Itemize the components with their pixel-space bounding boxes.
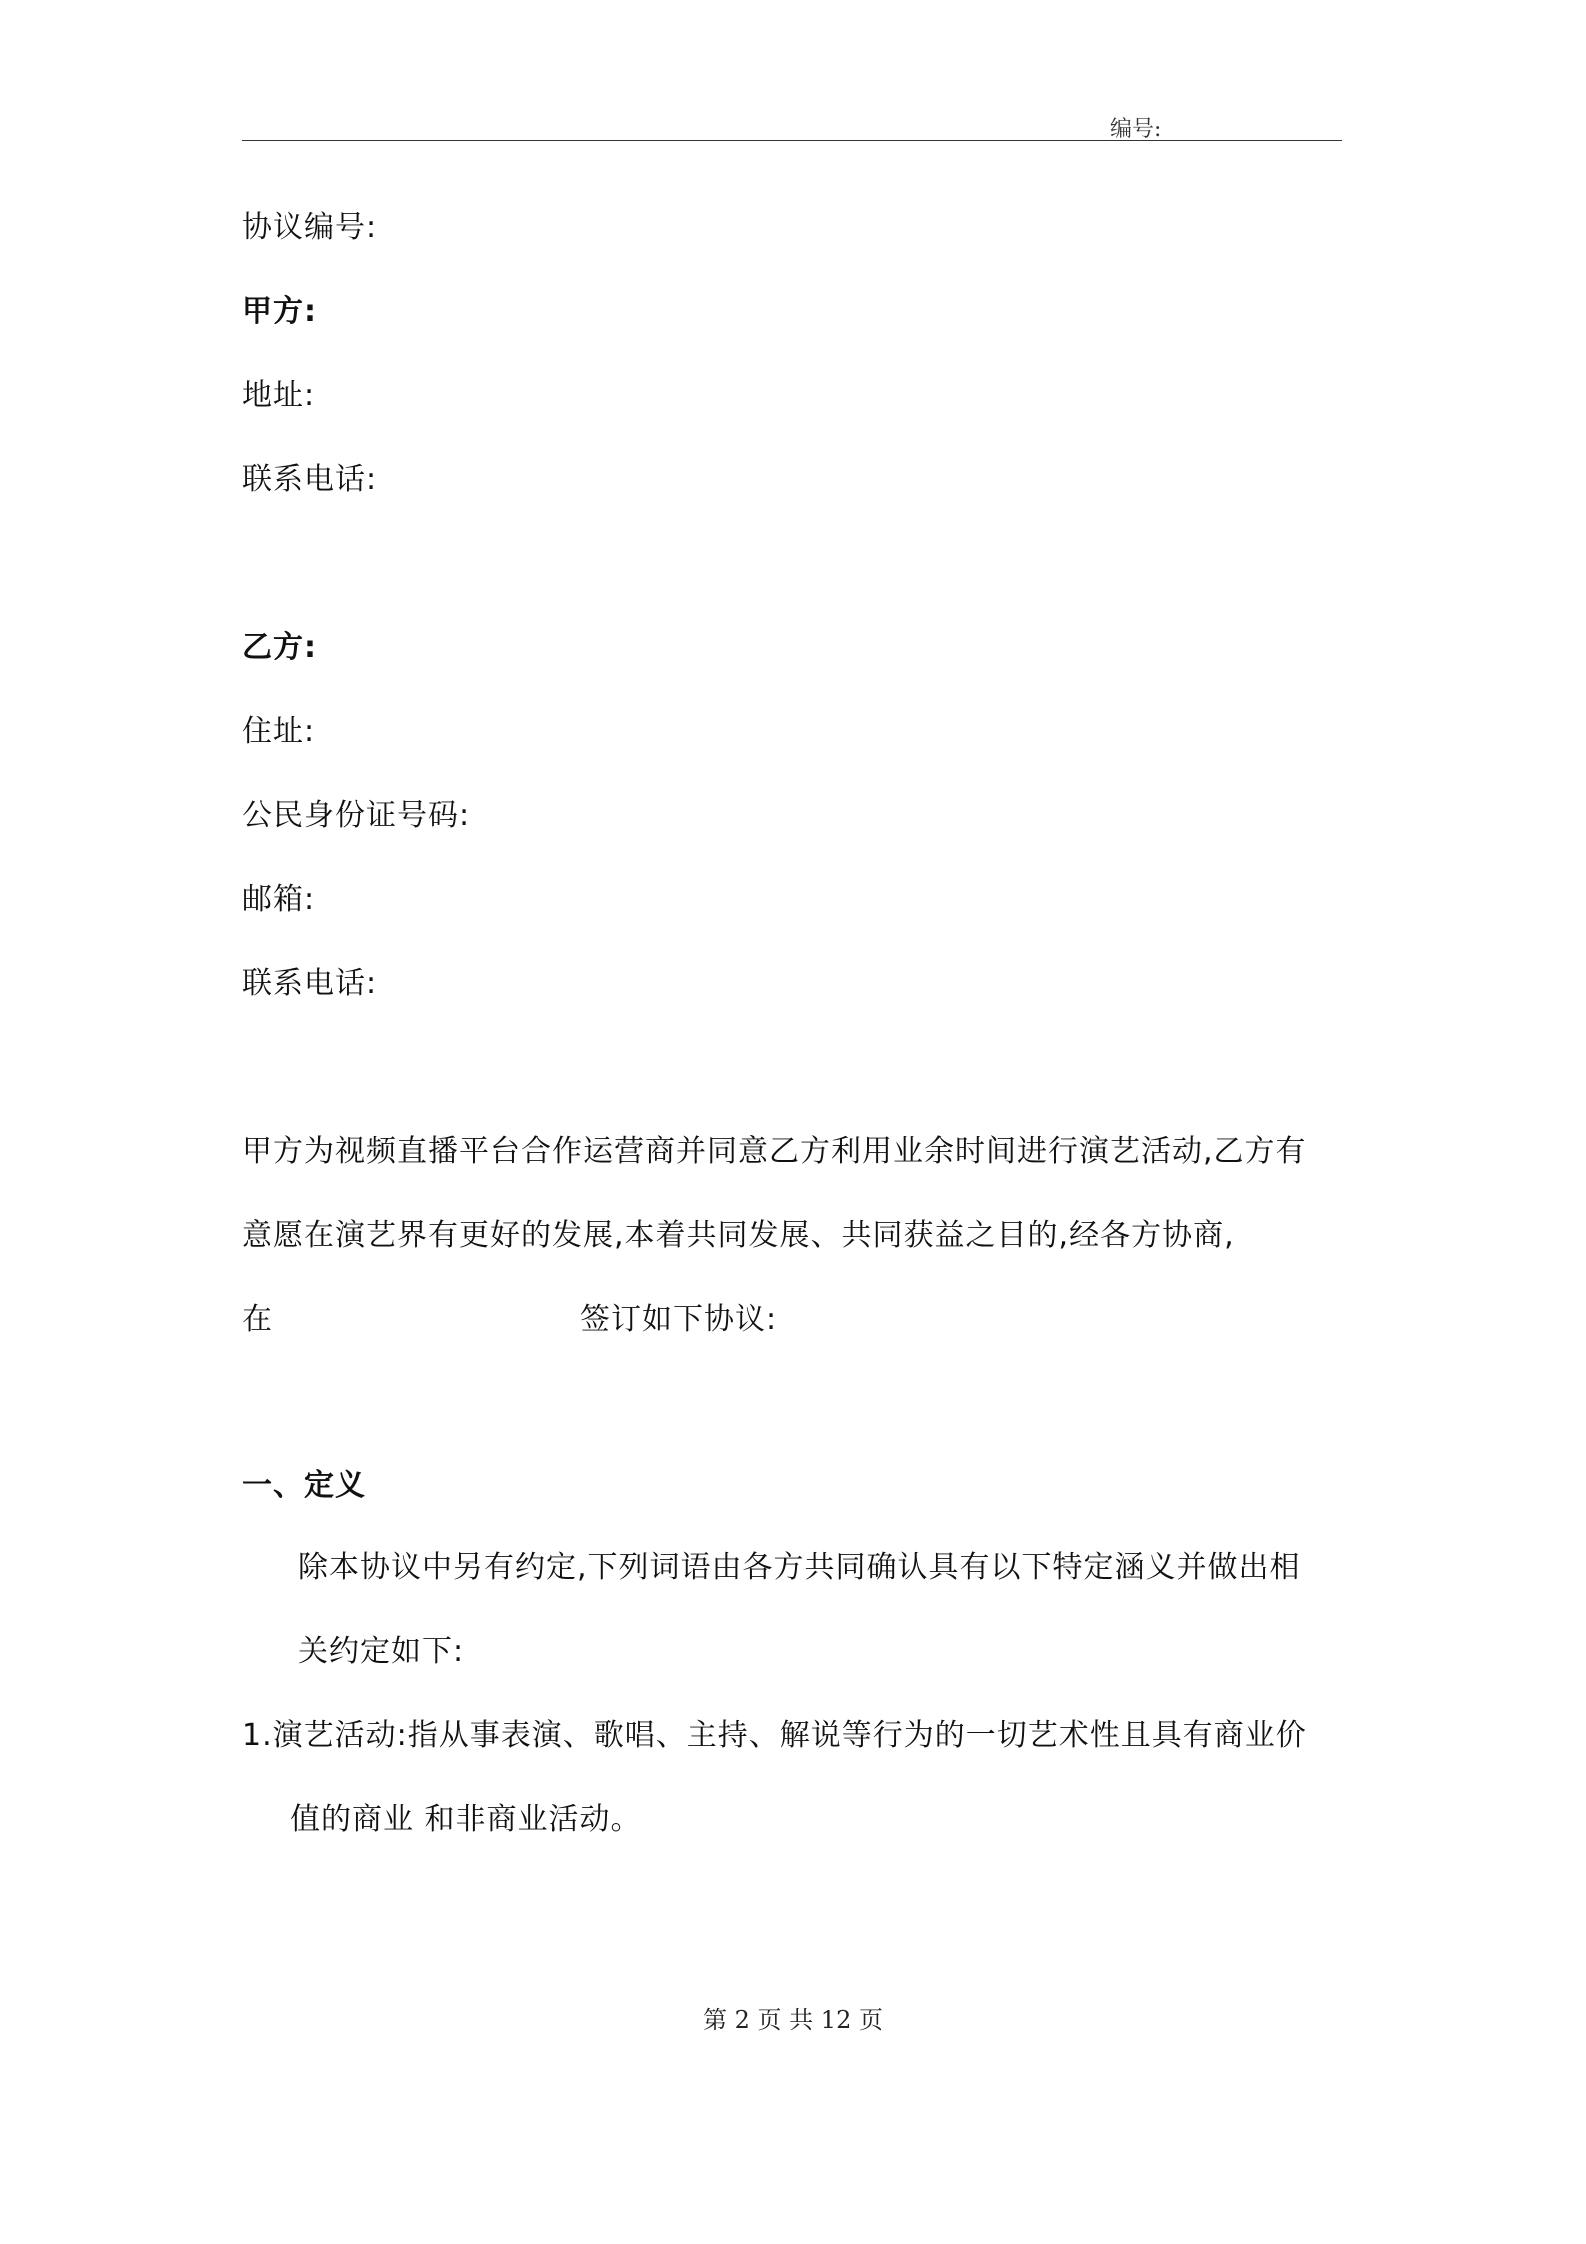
party-a-field: 甲方: [242,294,317,329]
party-b-phone-field: 联系电话: [242,966,378,1001]
residence-field: 住址: [242,714,316,749]
preamble-line-3 [242,1300,778,1340]
header-rule [242,140,1342,141]
preamble-line-2: 意愿在演艺界有更好的发展,本着共同发展、共同获益之目的,经各方协商, [242,1218,1235,1253]
party-a-phone-field: 联系电话: [242,462,378,497]
email-field: 邮箱: [242,882,316,917]
document-number-label: 编号: [1110,117,1162,142]
id-number-field: 公民身份证号码: [242,798,471,833]
definition-item-1-line-1: 1.演艺活动:指从事表演、歌唱、主持、解说等行为的一切艺术性且具有商业价 [242,1718,1307,1753]
preamble-signing-text: 签订如下协议: [580,1302,778,1337]
agreement-number-field: 协议编号: [242,210,378,245]
page-number-footer: 第 2 页 共 12 页 [703,2006,883,2034]
definitions-intro-line-1: 除本协议中另有约定,下列词语由各方共同确认具有以下特定涵义并做出相 [298,1550,1301,1585]
address-field: 地址: [242,378,316,413]
preamble-line-1: 甲方为视频直播平台合作运营商并同意乙方利用业余时间进行演艺活动,乙方有 [242,1134,1307,1169]
definitions-intro-line-2: 关约定如下: [298,1634,465,1669]
party-b-field: 乙方: [242,630,317,665]
section-heading-definitions: 一、定义 [242,1468,366,1503]
preamble-location-prefix: 在 [242,1302,273,1337]
definition-item-1-line-2: 值的商业 和非商业活动。 [290,1802,642,1837]
